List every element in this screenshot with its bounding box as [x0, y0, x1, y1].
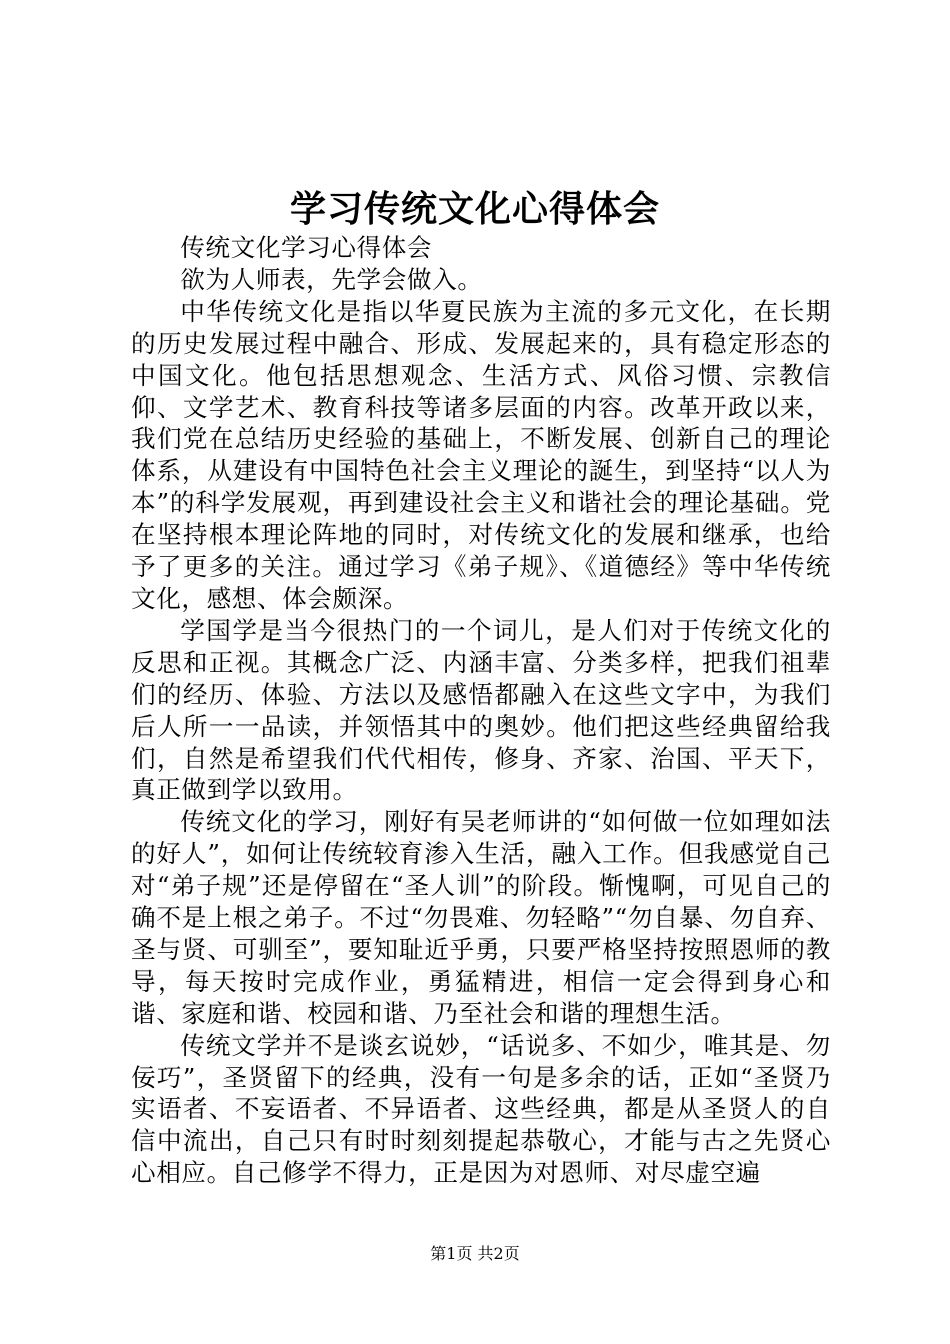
paragraph-intro: 中华传统文化是指以华夏民族为主流的多元文化，在长期的历史发展过程中融合、形成、发展起来的，具有稳定形态的中国文化。他包括思想观念、生活方式、风俗习惯、宗教信仰、文学艺术、教育科技等诸多层面的内容。改革开政以来，我们党在总结历史经验的基础上，不断发展、创新自己的理论体系，从建设有中国特色社会主义理论的誕生，到坚持“以人为本”的科学发展观，再到建设社会主义和谐社会的理论基础。党在坚持根本理论阵地的同时，对传统文化的发展和继承，也给予了更多的关注。通过学习《弟子规》、《道德经》等中华传统文化，感想、体会颇深。: [131, 296, 831, 613]
paragraph-study: 传统文化的学习，刚好有吴老师讲的“如何做一位如理如法的好人”，如何让传统较育渗入生活，融入工作。但我感觉自己对“弟子规”还是停留在“圣人训”的阶段。惭愧啊，可见自己的确不是上根之弟子。不过“勿畏难、勿轻略”“勿自暴、勿自弃、圣与贤、可驯至”，要知耻近乎勇，只要严格坚持按照恩师的教导，每天按时完成作业，勇猛精进，相信一定会得到身心和谐、家庭和谐、校园和谐、乃至社会和谐的理想生活。: [131, 807, 831, 1028]
paragraph-guoxue: 学国学是当今很热门的一个词儿，是人们对于传统文化的反思和正视。其概念广泛、内涵丰富、分类多样，把我们祖辈们的经历、体验、方法以及感悟都融入在这些文字中，为我们后人所一一品读，并领悟其中的奥妙。他们把这些经典留给我们，自然是希望我们代代相传，修身、齐家、治国、平天下，真正做到学以致用。: [131, 615, 831, 805]
paragraph-motto: 欲为人师表，先学会做入。: [180, 264, 483, 294]
document-title: 学习传统文化心得体会: [289, 188, 660, 230]
paragraph-literature: 传统文学并不是谈玄说妙，“话说多、不如少，唯其是、勿佞巧”，圣贤留下的经典，没有一句是多余的话，正如“圣贤乃实语者、不妄语者、不异语者、这些经典，都是从圣贤人的自信中流出，自己只有时时刻刻提起恭敬心，才能与古之先贤心心相应。自己修学不得力，正是因为对恩师、对尽虚空遍: [131, 1030, 831, 1188]
paragraph-subtitle: 传统文化学习心得体会: [180, 233, 433, 262]
document-body: [131, 232, 831, 1189]
page-footer: 第1页 共2页: [430, 1244, 520, 1263]
